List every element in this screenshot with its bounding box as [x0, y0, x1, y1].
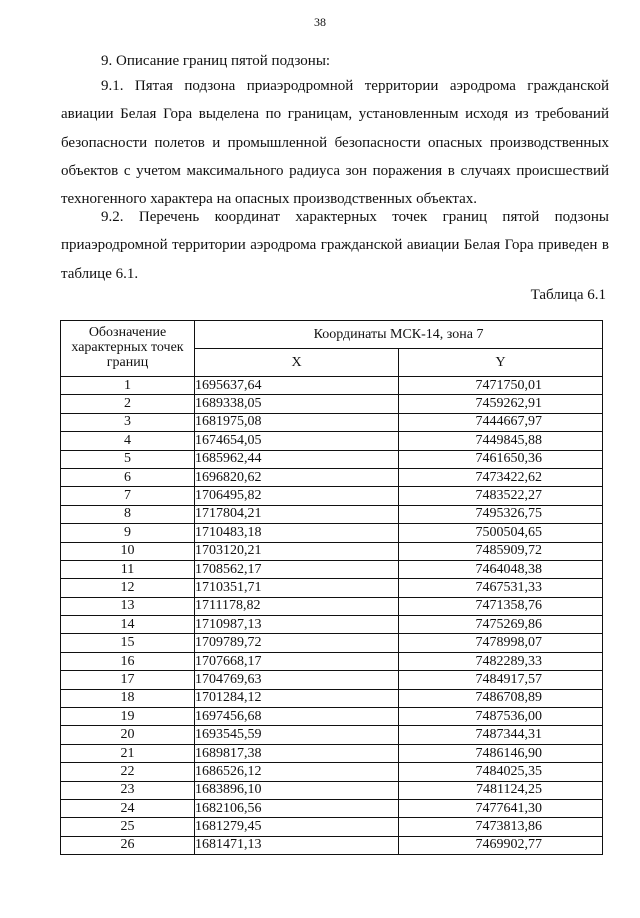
table-row: [61, 579, 603, 597]
point-number-cell: 5: [61, 450, 195, 468]
y-coordinate-cell: 7483522,27: [399, 487, 603, 505]
y-coordinate-cell: 7459262,91: [399, 395, 603, 413]
table-row: [61, 487, 603, 505]
y-coordinate-cell: 7481124,25: [399, 781, 603, 799]
table-row: [61, 505, 603, 523]
point-number-cell: 13: [61, 597, 195, 615]
point-number-cell: 17: [61, 671, 195, 689]
table-row: [61, 377, 603, 395]
table-row: [61, 524, 603, 542]
table-row: [61, 689, 603, 707]
y-coordinate-cell: 7484917,57: [399, 671, 603, 689]
y-coordinate-cell: 7475269,86: [399, 616, 603, 634]
y-coordinate-cell: 7478998,07: [399, 634, 603, 652]
point-number-cell: 18: [61, 689, 195, 707]
x-coordinate-cell: 1708562,17: [195, 560, 399, 578]
point-number-cell: 25: [61, 818, 195, 836]
y-coordinate-cell: 7500504,65: [399, 524, 603, 542]
header-coordinates: Координаты МСК-14, зона 7: [195, 321, 603, 349]
coordinates-table: [60, 320, 603, 855]
table-row: [61, 799, 603, 817]
point-number-cell: 20: [61, 726, 195, 744]
table-row: [61, 560, 603, 578]
x-coordinate-cell: 1706495,82: [195, 487, 399, 505]
table-row: [61, 413, 603, 431]
y-coordinate-cell: 7471358,76: [399, 597, 603, 615]
y-coordinate-cell: 7469902,77: [399, 836, 603, 854]
x-coordinate-cell: 1707668,17: [195, 652, 399, 670]
x-coordinate-cell: 1717804,21: [195, 505, 399, 523]
table-row: [61, 634, 603, 652]
header-y: Y: [399, 349, 603, 377]
point-number-cell: 2: [61, 395, 195, 413]
point-number-cell: 24: [61, 799, 195, 817]
x-coordinate-cell: 1710483,18: [195, 524, 399, 542]
point-number-cell: 6: [61, 468, 195, 486]
x-coordinate-cell: 1703120,21: [195, 542, 399, 560]
table-row: [61, 652, 603, 670]
y-coordinate-cell: 7484025,35: [399, 763, 603, 781]
table-row: [61, 450, 603, 468]
table-row: [61, 597, 603, 615]
paragraph-9-2: 9.2. Перечень координат характерных точек границ пятой подзоны приаэродромной территории аэродрома гражданской авиации Белая Гора приведен в таблице 6.1.: [61, 209, 609, 282]
y-coordinate-cell: 7495326,75: [399, 505, 603, 523]
point-number-cell: 14: [61, 616, 195, 634]
point-number-cell: 1: [61, 377, 195, 395]
x-coordinate-cell: 1711178,82: [195, 597, 399, 615]
table-row: [61, 763, 603, 781]
point-number-cell: 7: [61, 487, 195, 505]
y-coordinate-cell: 7477641,30: [399, 799, 603, 817]
table-row: [61, 395, 603, 413]
point-number-cell: 9: [61, 524, 195, 542]
point-number-cell: 11: [61, 560, 195, 578]
table-caption: Таблица 6.1: [530, 287, 606, 303]
table-row: [61, 744, 603, 762]
x-coordinate-cell: 1693545,59: [195, 726, 399, 744]
table-body: [61, 377, 603, 855]
table-row: [61, 708, 603, 726]
y-coordinate-cell: 7473422,62: [399, 468, 603, 486]
header-designation: Обозначение характерных точек границ: [61, 321, 195, 377]
point-number-cell: 10: [61, 542, 195, 560]
point-number-cell: 4: [61, 432, 195, 450]
y-coordinate-cell: 7482289,33: [399, 652, 603, 670]
header-x: X: [195, 349, 399, 377]
x-coordinate-cell: 1696820,62: [195, 468, 399, 486]
x-coordinate-cell: 1686526,12: [195, 763, 399, 781]
point-number-cell: 12: [61, 579, 195, 597]
x-coordinate-cell: 1689817,38: [195, 744, 399, 762]
table-row: [61, 542, 603, 560]
point-number-cell: 26: [61, 836, 195, 854]
y-coordinate-cell: 7486146,90: [399, 744, 603, 762]
y-coordinate-cell: 7461650,36: [399, 450, 603, 468]
y-coordinate-cell: 7467531,33: [399, 579, 603, 597]
y-coordinate-cell: 7464048,38: [399, 560, 603, 578]
y-coordinate-cell: 7444667,97: [399, 413, 603, 431]
x-coordinate-cell: 1685962,44: [195, 450, 399, 468]
x-coordinate-cell: 1681471,13: [195, 836, 399, 854]
y-coordinate-cell: 7487536,00: [399, 708, 603, 726]
paragraph-9-1: 9.1. Пятая подзона приаэродромной территории аэродрома гражданской авиации Белая Гора выделена по границам, установленным исходя из требований безопасности полетов и промышленной безопасности опасных производственных объектов с учетом максимального радиуса зон поражения в случаях происшествий техногенного характера на опасных производственных объектах.: [61, 78, 609, 208]
x-coordinate-cell: 1689338,05: [195, 395, 399, 413]
y-coordinate-cell: 7486708,89: [399, 689, 603, 707]
table-row: [61, 432, 603, 450]
point-number-cell: 19: [61, 708, 195, 726]
table-row: [61, 468, 603, 486]
point-number-cell: 15: [61, 634, 195, 652]
table-row: [61, 836, 603, 854]
y-coordinate-cell: 7485909,72: [399, 542, 603, 560]
y-coordinate-cell: 7487344,31: [399, 726, 603, 744]
section-heading: 9. Описание границ пятой подзоны:: [101, 53, 331, 69]
point-number-cell: 16: [61, 652, 195, 670]
y-coordinate-cell: 7449845,88: [399, 432, 603, 450]
x-coordinate-cell: 1710987,13: [195, 616, 399, 634]
x-coordinate-cell: 1681975,08: [195, 413, 399, 431]
x-coordinate-cell: 1709789,72: [195, 634, 399, 652]
table-row: [61, 726, 603, 744]
x-coordinate-cell: 1704769,63: [195, 671, 399, 689]
point-number-cell: 3: [61, 413, 195, 431]
point-number-cell: 23: [61, 781, 195, 799]
table-row: [61, 671, 603, 689]
x-coordinate-cell: 1681279,45: [195, 818, 399, 836]
point-number-cell: 22: [61, 763, 195, 781]
x-coordinate-cell: 1695637,64: [195, 377, 399, 395]
table-row: [61, 781, 603, 799]
x-coordinate-cell: 1674654,05: [195, 432, 399, 450]
y-coordinate-cell: 7471750,01: [399, 377, 603, 395]
x-coordinate-cell: 1682106,56: [195, 799, 399, 817]
table-row: [61, 616, 603, 634]
table-row: [61, 818, 603, 836]
page-number: 38: [314, 15, 326, 29]
x-coordinate-cell: 1697456,68: [195, 708, 399, 726]
point-number-cell: 21: [61, 744, 195, 762]
point-number-cell: 8: [61, 505, 195, 523]
x-coordinate-cell: 1710351,71: [195, 579, 399, 597]
y-coordinate-cell: 7473813,86: [399, 818, 603, 836]
x-coordinate-cell: 1701284,12: [195, 689, 399, 707]
x-coordinate-cell: 1683896,10: [195, 781, 399, 799]
